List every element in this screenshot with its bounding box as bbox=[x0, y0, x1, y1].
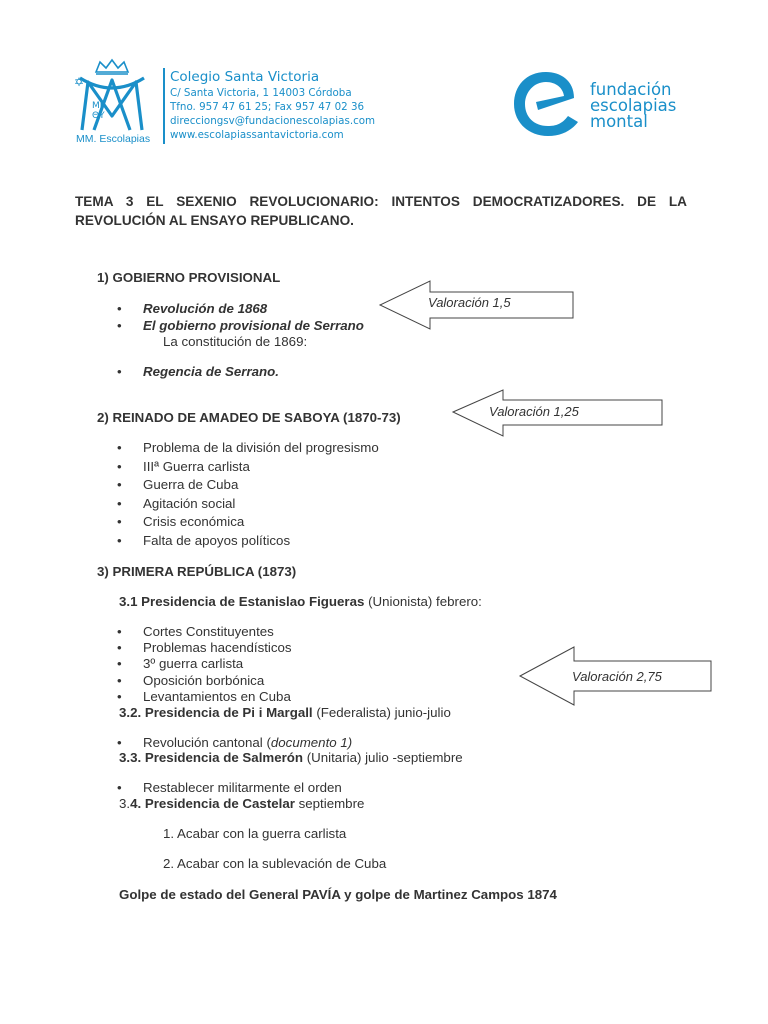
header-divider bbox=[163, 68, 165, 144]
valoracion-label: Valoración 2,75 bbox=[572, 669, 662, 684]
document-title: TEMA 3 EL SEXENIO REVOLUCIONARIO: INTENTOS DEMOCRATIZADORES. DE LA REVOLUCIÓN AL ENSAYO REPUBLICANO. bbox=[75, 194, 687, 228]
section2-heading: 2) REINADO DE AMADEO DE SABOYA (1870-73) bbox=[97, 410, 401, 425]
svg-text:ΘΥ: ΘΥ bbox=[92, 111, 105, 121]
svg-text:MP: MP bbox=[92, 101, 106, 111]
valoracion-label: Valoración 1,5 bbox=[428, 295, 511, 310]
brand-line-1: fundación bbox=[590, 80, 672, 99]
school-phone: Tfno. 957 47 61 25; Fax 957 47 02 36 bbox=[170, 101, 365, 113]
constitution-note: La constitución de 1869: bbox=[163, 334, 308, 349]
school-info bbox=[170, 68, 375, 142]
subsection-3-1: 3.1 Presidencia de Estanislao Figueras (Unionista) febrero: bbox=[119, 594, 482, 609]
numbered-item: 2. Acabar con la sublevación de Cuba bbox=[163, 856, 387, 871]
closing-line: Golpe de estado del General PAVÍA y golpe de Martinez Campos 1874 bbox=[119, 887, 557, 902]
valoracion-arrow-3 bbox=[518, 645, 714, 707]
subsection-3-3: 3.3. Presidencia de Salmerón (Unitaria) julio -septiembre bbox=[119, 750, 463, 765]
numbered-item: 1. Acabar con la guerra carlista bbox=[163, 826, 347, 841]
svg-text:✡: ✡ bbox=[74, 75, 85, 89]
brand-line-2: escolapias bbox=[590, 96, 677, 115]
section1-heading: 1) GOBIERNO PROVISIONAL bbox=[97, 270, 281, 285]
school-name: Colegio Santa Victoria bbox=[170, 69, 320, 85]
fundacion-logo-icon bbox=[508, 68, 586, 140]
valoracion-arrow-2 bbox=[451, 388, 665, 438]
valoracion-label: Valoración 1,25 bbox=[489, 404, 579, 419]
school-web[interactable]: www.escolapiassantavictoria.com bbox=[170, 129, 344, 141]
valoracion-arrow-1 bbox=[378, 279, 576, 331]
subsection-3-4: 3.4. Presidencia de Castelar septiembre bbox=[119, 796, 365, 811]
school-address: C/ Santa Victoria, 1 14003 Córdoba bbox=[170, 87, 352, 99]
school-email[interactable]: direcciongsv@fundacionescolapias.com bbox=[170, 115, 376, 127]
subsection-3-2: 3.2. Presidencia de Pi i Margall (Federalista) junio-julio bbox=[119, 705, 451, 720]
section3-heading: 3) PRIMERA REPÚBLICA (1873) bbox=[97, 564, 297, 579]
fundacion-brand bbox=[590, 82, 676, 130]
logo-caption: MM. Escolapias bbox=[76, 133, 151, 145]
brand-line-3: montal bbox=[590, 112, 648, 131]
